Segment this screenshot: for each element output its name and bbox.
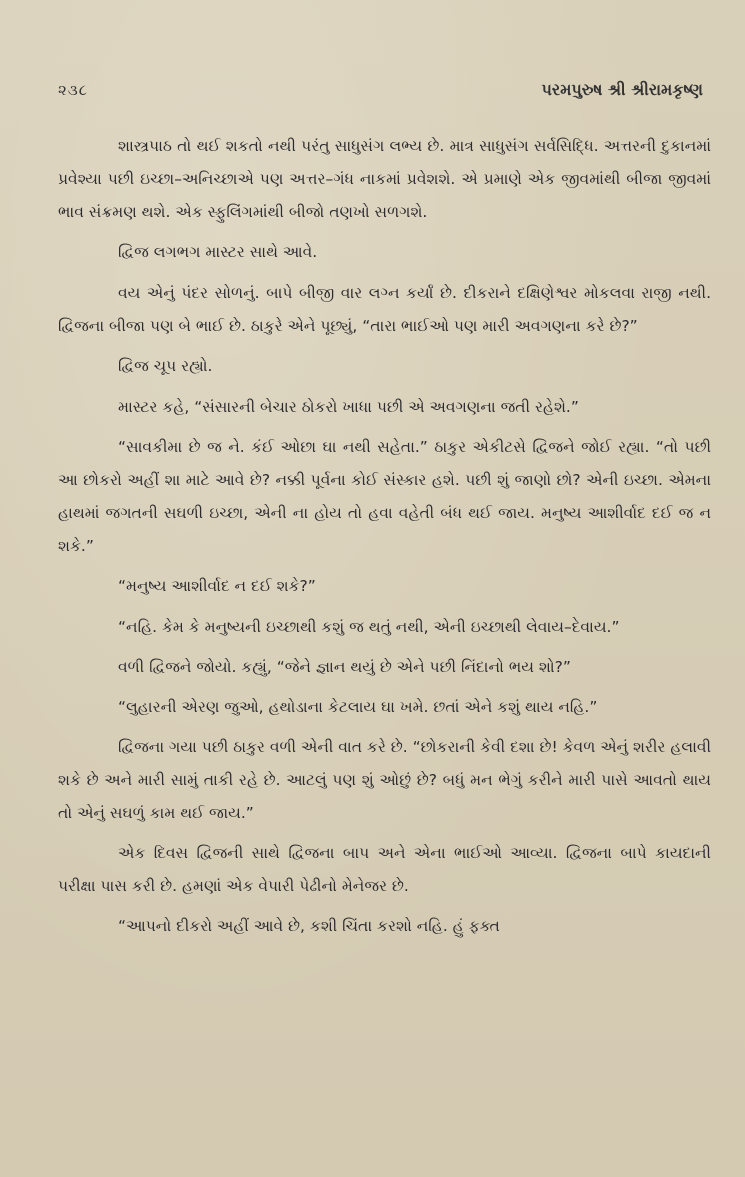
paragraph: “લુહારની એરણ જુઓ, હથોડાના કેટલાય ઘા ખમે. છતાં એને કશું થાય નહિ.” xyxy=(118,698,598,716)
paragraph: વળી દ્વિજને જોયો. કહ્યું, “જેને જ્ઞાન થયું છે એને પછી નિંદાનો ભય શો?” xyxy=(118,658,571,676)
paragraph: “સાવકીમા છે જ ને. કંઈ ઓછા ઘા નથી સહેતા.” ઠાકુર એકીટસે દ્વિજને જોઈ રહ્યા. “તો પછી આ છોકરો અહીં શા માટે આવે છે? નક્કી પૂર્વના કોઈ સંસ્કાર હશે. પછી શું જાણો છો? એની ઇચ્છા. એમના હાથમાં જગતની સઘળી ઇચ્છા, એની ના હોય તો હવા વહેતી બંધ થઈ જાય. મનુષ્ય આશીર્વાદ દઈ જ ન શકે.” xyxy=(58,438,711,555)
paragraph: દ્વિજ ચૂપ રહ્યો. xyxy=(118,357,213,375)
page-header xyxy=(58,80,711,100)
paragraph: “આપનો દીકરો અહીં આવે છે, કશી ચિંતા કરશો નહિ. હું ફક્ત xyxy=(118,917,500,935)
page-number: ૨૩૮ xyxy=(58,81,89,99)
paragraph: એક દિવસ દ્વિજની સાથે દ્વિજના બાપ અને એના ભાઈઓ આવ્યા. દ્વિજના બાપે કાયદાની પરીક્ષા પાસ કરી છે. હમણાં એક વેપારી પેઢીનો મેનેજર છે. xyxy=(58,844,711,895)
paragraph: “નહિ. કેમ કે મનુષ્યની ઇચ્છાથી કશું જ થતું નથી, એની ઇચ્છાથી લેવાય–દેવાય.” xyxy=(118,618,620,636)
body-text xyxy=(58,130,711,943)
paragraph: દ્વિજ લગભગ માસ્ટર સાથે આવે. xyxy=(118,243,318,261)
paragraph: દ્વિજના ગયા પછી ઠાકુર વળી એની વાત કરે છે. “છોકરાની કેવી દશા છે! કેવળ એનું શરીર હલાવી શકે છે અને મારી સામું તાકી રહે છે. આટલું પણ શું ઓછું છે? બધું મન ભેગું કરીને મારી પાસે આવતો થાય તો એનું સઘળું કામ થઈ જાય.” xyxy=(58,738,711,822)
paragraph: શાસ્ત્રપાઠ તો થઈ શકતો નથી પરંતુ સાધુસંગ લભ્ય છે. માત્ર સાધુસંગ સર્વસિદ્ધિ. અત્તરની દુકાનમાં પ્રવેશ્યા પછી ઇચ્છા–અનિચ્છાએ પણ અત્તર–ગંધ નાકમાં પ્રવેશશે. એ પ્રમાણે એક જીવમાંથી બીજા જીવમાં ભાવ સંક્રમણ થશે. એક સ્ફુલિંગમાંથી બીજો તણખો સળગશે. xyxy=(58,137,711,221)
running-head: પરમપુરુષ શ્રી શ્રીરામકૃષ્ણ xyxy=(541,80,703,99)
paragraph: માસ્ટર કહે, “સંસારની બેચાર ઠોકરો ખાધા પછી એ અવગણના જતી રહેશે.” xyxy=(118,398,579,416)
paragraph: વય એનું પંદર સોળનું. બાપે બીજી વાર લગ્ન કર્યાં છે. દીકરાને દક્ષિણેશ્વર મોકલવા રાજી નથી. દ્વિજના બીજા પણ બે ભાઈ છે. ઠાકુરે એને પૂછ્યું, “તારા ભાઈઓ પણ મારી અવગણના કરે છે?” xyxy=(58,284,711,335)
paragraph: “મનુષ્ય આશીર્વાદ ન દઈ શકે?” xyxy=(118,577,316,595)
